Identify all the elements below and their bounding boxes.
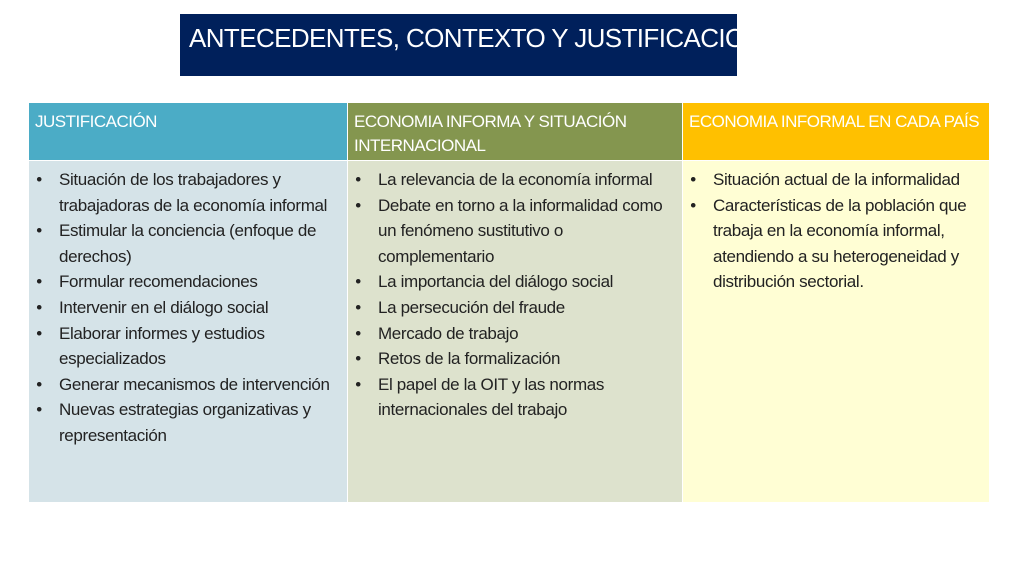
list-item: [352, 346, 676, 372]
slide-title: ANTECEDENTES, CONTEXTO Y JUSTIFICACION: [180, 14, 737, 76]
list-item-text: Situación actual de la informalidad: [713, 170, 960, 189]
list-item: [352, 193, 676, 270]
bullet-icon: •: [355, 272, 361, 292]
bullet-icon: •: [355, 349, 361, 369]
bullet-icon: •: [36, 297, 42, 317]
list-item: [33, 269, 341, 295]
list-item-text: Mercado de trabajo: [378, 323, 519, 343]
list-item-text: Formular recomendaciones: [59, 272, 258, 292]
list-item-text: Generar mecanismos de intervención: [59, 374, 330, 394]
list-item: [33, 295, 341, 321]
list-item: [33, 397, 341, 448]
column-header-justificacion: JUSTIFICACIÓN: [29, 103, 347, 160]
column-header-economia-pais: ECONOMIA INFORMAL EN CADA PAÍS: [683, 103, 989, 160]
list-item-text: Intervenir en el diálogo social: [59, 297, 269, 317]
list-item-text: Retos de la formalización: [378, 349, 561, 369]
bullet-icon: •: [36, 400, 42, 420]
list-item: [352, 372, 676, 423]
list-item: [33, 321, 341, 372]
bullet-list: [687, 167, 983, 295]
list-item-text: La relevancia de la economía informal: [378, 170, 653, 189]
bullet-icon: •: [355, 297, 361, 317]
list-item: [687, 193, 983, 295]
list-item: [352, 167, 676, 193]
bullet-icon: •: [355, 323, 361, 343]
bullet-icon: •: [36, 323, 42, 343]
list-item: [33, 372, 341, 398]
bullet-icon: •: [690, 195, 696, 215]
list-item: [33, 167, 341, 218]
list-item: [352, 295, 676, 321]
list-item-text: Estimular la conciencia (enfoque de derechos): [59, 221, 317, 266]
bullet-icon: •: [36, 170, 42, 189]
column-header-economia-internacional: ECONOMIA INFORMA Y SITUACIÓN INTERNACIONAL: [348, 103, 682, 160]
bullet-icon: •: [355, 374, 361, 394]
bullet-icon: •: [36, 272, 42, 292]
list-item: [352, 321, 676, 347]
list-item-text: La importancia del diálogo social: [378, 272, 614, 292]
bullet-list: [352, 167, 676, 423]
bullet-icon: •: [36, 374, 42, 394]
list-item: [33, 218, 341, 269]
bullet-icon: •: [36, 221, 42, 241]
list-item-text: Características de la población que trabaja en la economía informal, atendiendo a su heterogeneidad y distribución sectorial.: [713, 195, 967, 292]
list-item-text: Debate en torno a la informalidad como un fenómeno sustitutivo o complementario: [378, 195, 663, 266]
list-item: [352, 269, 676, 295]
list-item-text: Elaborar informes y estudios especializados: [59, 323, 265, 369]
list-item-text: La persecución del fraude: [378, 297, 565, 317]
list-item-text: Situación de los trabajadores y trabajadoras de la economía informal: [59, 170, 328, 215]
column-body-economia-internacional: [348, 161, 682, 502]
bullet-icon: •: [690, 170, 696, 189]
bullet-icon: •: [355, 195, 361, 215]
bullet-icon: •: [355, 170, 361, 189]
content-table: [29, 103, 989, 502]
list-item: [687, 167, 983, 193]
column-body-economia-pais: [683, 161, 989, 502]
column-body-justificacion: [29, 161, 347, 502]
list-item-text: Nuevas estrategias organizativas y representación: [59, 400, 311, 445]
list-item-text: El papel de la OIT y las normas internacionales del trabajo: [378, 374, 605, 420]
bullet-list: [33, 167, 341, 449]
